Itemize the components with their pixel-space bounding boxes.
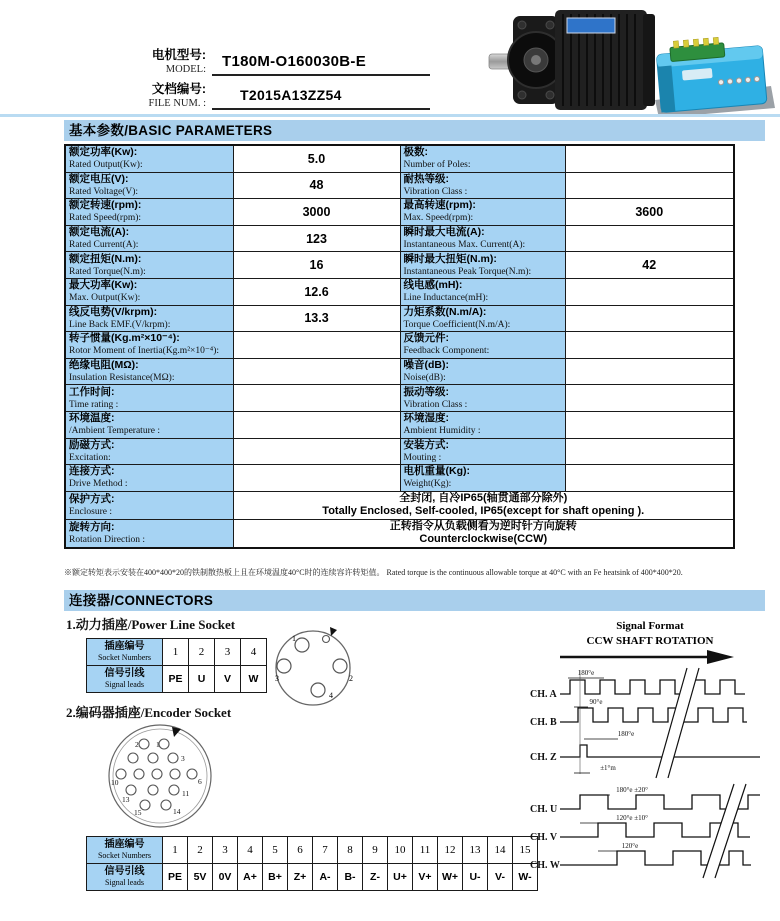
param-label-cn: 瞬时最大电流(A):: [403, 226, 485, 239]
param-label-en: Torque Coefficient(N.m/A):: [403, 319, 511, 330]
motor-label-sticker: [567, 18, 615, 33]
param-row: [65, 199, 734, 226]
connectors-band: 连接器/CONNECTORS: [64, 590, 765, 611]
param-label-cell: 旋转方向: Rotation Direction :: [65, 519, 233, 548]
param-label-cn: 安装方式:: [403, 438, 449, 451]
power-pin-label-2: 2: [349, 674, 353, 683]
basic-parameters-table: [64, 144, 735, 549]
power-pin-label-1: 1: [292, 634, 296, 643]
power-lead-cell: W: [241, 666, 267, 693]
param-label-cell: [65, 172, 233, 199]
param-label-cell: [400, 465, 565, 492]
power-leads-row: [87, 666, 267, 693]
encoder-pin-label-2: 2: [135, 740, 139, 749]
param-label-cell: [400, 225, 565, 252]
encoder-number-cell: 11: [413, 837, 438, 864]
enclosure-value-cell: 全封闭, 自冷IP65(轴贯通部分除外) Totally Enclosed, Self-cooled, IP65(except for shaft opening ).: [233, 491, 734, 519]
param-label-cn: 线反电势(V/krpm):: [69, 305, 158, 318]
param-value-cell: 5.0: [233, 145, 400, 172]
encoder-numbers-row: [87, 837, 538, 864]
param-label-cell: [400, 199, 565, 226]
encoder-number-cell: 14: [488, 837, 513, 864]
file-num-row: [88, 82, 430, 110]
channel-v-label: CH. V: [530, 832, 558, 843]
param-row-rotation: [65, 519, 734, 548]
param-value-cell: [565, 465, 734, 492]
param-label-en: Rated Torque(N.m):: [69, 266, 146, 277]
power-number-cell: 4: [241, 639, 267, 666]
param-value-cell: [565, 145, 734, 172]
param-value-cell: [565, 385, 734, 412]
param-label-en: Line Inductance(mH):: [403, 293, 489, 304]
encoder-number-cell: 15: [513, 837, 538, 864]
param-label-cn: 最大功率(Kw):: [69, 279, 138, 292]
param-label-cell: [65, 278, 233, 305]
param-label-en: Rated Voltage(V):: [69, 186, 139, 197]
param-label-cell: [400, 278, 565, 305]
encoder-pin-label-14: 14: [173, 807, 181, 816]
param-value-cell: [565, 305, 734, 332]
param-value-cell: [565, 172, 734, 199]
channel-u-label: CH. U: [530, 804, 558, 815]
rotation-arrowhead-icon: [707, 650, 734, 664]
encoder-lead-cell: 5V: [188, 864, 213, 891]
encoder-number-cell: 9: [363, 837, 388, 864]
encoder-lead-cell: PE: [163, 864, 188, 891]
key-arrow-icon: [330, 627, 337, 636]
param-row: [65, 225, 734, 252]
annotation-120e-w: 120°e: [621, 842, 639, 850]
socket-numbers-label: 插座编号 Socket Numbers: [87, 639, 163, 666]
param-value-cell: 48: [233, 172, 400, 199]
motor-controller-photo: [487, 4, 777, 116]
param-row: [65, 278, 734, 305]
param-label-en: Mouting :: [403, 452, 442, 463]
power-pin-label-3: 3: [275, 674, 279, 683]
signal-leads-label: 信号引线 Signal leads: [87, 666, 163, 693]
param-row-enclosure: [65, 491, 734, 519]
encoder-pin-label-1: 1: [156, 740, 160, 749]
file-value: T2015A13ZZ54: [240, 87, 342, 103]
param-label-cell: [65, 465, 233, 492]
channel-b-label: CH. B: [530, 717, 557, 728]
encoder-lead-cell: Z+: [288, 864, 313, 891]
param-label-cell: [65, 358, 233, 385]
param-label-cell: [400, 358, 565, 385]
param-label-en: Vibration Class :: [403, 186, 468, 197]
channel-w-label: CH. W: [530, 860, 560, 871]
param-label-cn: 电机重量(Kg):: [403, 465, 470, 478]
power-lead-cell: U: [189, 666, 215, 693]
power-number-cell: 3: [215, 639, 241, 666]
param-row: [65, 172, 734, 199]
waveform-channel-z: [560, 745, 760, 757]
param-label-cn: 振动等级:: [403, 385, 449, 398]
param-value-cell: [233, 438, 400, 465]
param-row: [65, 385, 734, 412]
encoder-lead-cell: 0V: [213, 864, 238, 891]
divider-rule: [0, 114, 780, 117]
param-label-cell: [65, 199, 233, 226]
model-row: [88, 48, 430, 76]
param-value-cell: [565, 278, 734, 305]
param-label-en: Rated Output(Kw):: [69, 160, 143, 171]
encoder-lead-cell: B-: [338, 864, 363, 891]
encoder-number-cell: 7: [313, 837, 338, 864]
param-row: [65, 145, 734, 172]
signal-format-title: Signal Format: [616, 620, 684, 632]
encoder-number-cell: 3: [213, 837, 238, 864]
param-value-cell: [565, 438, 734, 465]
param-label-en: Insulation Resistance(MΩ):: [69, 373, 175, 384]
param-label-cn: 额定功率(Kw):: [69, 146, 138, 159]
encoder-number-cell: 13: [463, 837, 488, 864]
param-label-cn: 极数:: [403, 146, 428, 159]
power-pin-label-4: 4: [329, 691, 333, 700]
param-value-cell: [565, 358, 734, 385]
param-label-cn: 环境温度:: [69, 412, 115, 425]
encoder-pin-label-15: 15: [134, 808, 142, 817]
param-label-cn: 额定扭矩(N.m):: [69, 252, 142, 265]
param-label-cell: [400, 305, 565, 332]
param-value-cell: 123: [233, 225, 400, 252]
encoder-lead-cell: V+: [413, 864, 438, 891]
param-value-cell: [233, 332, 400, 359]
encoder-pin-label-6: 6: [198, 777, 202, 786]
param-label-cell: [65, 411, 233, 438]
param-label-en: Rated Speed(rpm):: [69, 213, 142, 224]
encoder-number-cell: 8: [338, 837, 363, 864]
model-label-en: MODEL:: [165, 64, 206, 75]
param-label-en: Vibration Class :: [403, 399, 468, 410]
encoder-lead-cell: W+: [438, 864, 463, 891]
encoder-number-cell: 12: [438, 837, 463, 864]
param-label-en: /Ambient Temperature :: [69, 426, 160, 437]
param-label-cn: 线电感(mH):: [403, 279, 463, 292]
encoder-leads-row: [87, 864, 538, 891]
encoder-socket-table: [86, 836, 538, 891]
param-label-en: Number of Poles:: [403, 160, 471, 171]
power-number-cell: 2: [189, 639, 215, 666]
param-label-en: Max. Output(Kw):: [69, 293, 141, 304]
param-row: [65, 332, 734, 359]
param-label-en: Instantaneous Max. Current(A):: [403, 240, 526, 251]
param-label-en: Ambient Humidity :: [403, 426, 481, 437]
encoder-lead-cell: V-: [488, 864, 513, 891]
file-label-en: FILE NUM. :: [148, 98, 206, 109]
encoder-pin-label-11: 11: [182, 789, 190, 798]
param-value-cell: 42: [565, 252, 734, 279]
param-value-cell: 12.6: [233, 278, 400, 305]
encoder-lead-cell: U+: [388, 864, 413, 891]
param-label-cell: [400, 172, 565, 199]
annotation-120e-v: 120°e ±10°: [616, 814, 648, 822]
param-label-cn: 工作时间:: [69, 385, 115, 398]
param-label-en: Rotor Moment of Inertia(Kg.m²×10⁻⁴):: [69, 346, 220, 357]
param-label-cell: [65, 225, 233, 252]
param-row: [65, 465, 734, 492]
encoder-number-cell: 10: [388, 837, 413, 864]
param-label-cn: 转子惯量(Kg.m²×10⁻⁴):: [69, 332, 180, 345]
encoder-lead-cell: B+: [263, 864, 288, 891]
param-row: [65, 305, 734, 332]
param-value-cell: 16: [233, 252, 400, 279]
param-label-en: Rated Current(A):: [69, 240, 139, 251]
param-label-cell: [65, 332, 233, 359]
param-label-en: Excitation:: [69, 452, 111, 463]
param-label-cell: [65, 305, 233, 332]
param-label-cn: 力矩系数(N.m/A):: [403, 305, 487, 318]
socket-numbers-label: 插座编号 Socket Numbers: [87, 837, 163, 864]
power-socket-diagram: [266, 626, 366, 710]
power-numbers-row: [87, 639, 267, 666]
encoder-pin-label-3: 3: [181, 754, 185, 763]
param-label-cell: 保护方式: Enclosure :: [65, 491, 233, 519]
param-row: [65, 358, 734, 385]
encoder-lead-cell: A-: [313, 864, 338, 891]
encoder-lead-cell: A+: [238, 864, 263, 891]
param-value-cell: 3600: [565, 199, 734, 226]
annotation-180e-b: 180°e: [617, 730, 635, 738]
power-socket-table: [86, 638, 267, 693]
encoder-number-cell: 6: [288, 837, 313, 864]
param-row: [65, 252, 734, 279]
param-label-cell: [400, 411, 565, 438]
param-label-cell: [65, 385, 233, 412]
param-value-cell: 3000: [233, 199, 400, 226]
param-value-cell: [233, 358, 400, 385]
channel-a-label: CH. A: [530, 689, 557, 700]
param-label-en: Instantaneous Peak Torque(N.m):: [403, 266, 532, 277]
encoder-socket-heading: 2.编码器插座/Encoder Socket: [66, 705, 232, 720]
param-label-en: Feedback Component:: [403, 346, 490, 357]
model-value-box: [212, 48, 430, 76]
param-label-cn: 反馈元件:: [403, 332, 449, 345]
key-pin: [323, 636, 330, 643]
file-value-box: [212, 82, 430, 110]
param-row: [65, 411, 734, 438]
file-label-cn: 文档编号:: [151, 82, 206, 96]
param-value-cell: [565, 411, 734, 438]
param-label-cell: [400, 438, 565, 465]
param-label-en: Noise(dB):: [403, 373, 446, 384]
param-label-en: Weight(Kg):: [403, 479, 452, 490]
axis-break-upper: [656, 668, 699, 778]
signal-leads-label: 信号引线 Signal leads: [87, 864, 163, 891]
param-label-en: Time rating :: [69, 399, 119, 410]
encoder-socket-diagram: [100, 722, 220, 832]
rotation-value-cell: 正转指令从负载侧看为逆时针方向旋转 Counterclockwise(CCW): [233, 519, 734, 548]
param-label-cn: 瞬时最大扭矩(N.m):: [403, 252, 497, 265]
param-label-cell: [400, 145, 565, 172]
rated-torque-footnote: ※额定转矩表示安装在400*400*20的铁制散热板上且在环境温度40°C时的连续容许转矩值。 Rated torque is the continuous allowable torque at 40°C with an Fe heatsink of 400*400*20.: [64, 568, 683, 577]
annotation-180e-u: 180°e ±20°: [616, 786, 648, 794]
param-label-cn: 额定电流(A):: [69, 226, 130, 239]
annotation-1m-z: ±1°m: [600, 764, 616, 772]
model-value: T180M-O160030B-E: [222, 52, 367, 70]
power-lead-cell: V: [215, 666, 241, 693]
encoder-pin-label-10: 10: [111, 778, 119, 787]
power-number-cell: 1: [163, 639, 189, 666]
param-label-cn: 绝缘电阻(MΩ):: [69, 359, 139, 372]
encoder-lead-cell: Z-: [363, 864, 388, 891]
param-label-cn: 环境湿度:: [403, 412, 449, 425]
waveform-channel-b: [560, 708, 747, 722]
param-value-cell: [233, 385, 400, 412]
param-value-cell: [233, 411, 400, 438]
param-row: [65, 438, 734, 465]
model-label-cn: 电机型号:: [151, 48, 206, 62]
param-label-cell: [400, 332, 565, 359]
encoder-number-cell: 5: [263, 837, 288, 864]
param-value-cell: [565, 225, 734, 252]
param-label-cn: 最高转速(rpm):: [403, 199, 476, 212]
param-label-cn: 励磁方式:: [69, 438, 115, 451]
encoder-lead-cell: W-: [513, 864, 538, 891]
param-label-en: Line Back EMF.(V/krpm):: [69, 319, 171, 330]
param-label-cn: 额定转速(rpm):: [69, 199, 142, 212]
encoder-lead-cell: U-: [463, 864, 488, 891]
param-value-cell: 13.3: [233, 305, 400, 332]
annotation-180e-a: 180°e: [577, 669, 595, 677]
param-label-en: Drive Method :: [69, 479, 128, 490]
param-value-cell: [233, 465, 400, 492]
param-label-cell: [65, 438, 233, 465]
encoder-pin-label-13: 13: [122, 795, 130, 804]
signal-format-diagram: [522, 616, 778, 916]
ccw-rotation-title: CCW SHAFT ROTATION: [586, 635, 714, 647]
param-label-cell: [65, 252, 233, 279]
param-label-cell: [400, 385, 565, 412]
power-socket-heading: 1.动力插座/Power Line Socket: [66, 617, 236, 632]
param-label-cn: 耐热等级:: [403, 172, 449, 185]
basic-parameters-band: 基本参数/BASIC PARAMETERS: [64, 120, 765, 141]
param-label-cn: 连接方式:: [69, 465, 115, 478]
encoder-number-cell: 2: [188, 837, 213, 864]
param-label-en: Max. Speed(rpm):: [403, 213, 474, 224]
annotation-90e-b: 90°e: [589, 698, 603, 706]
waveform-channel-a: [560, 680, 745, 694]
param-value-cell: [565, 332, 734, 359]
power-lead-cell: PE: [163, 666, 189, 693]
encoder-number-cell: 4: [238, 837, 263, 864]
param-label-cn: 噪音(dB):: [403, 359, 449, 372]
param-label-cell: [400, 252, 565, 279]
param-label-cell: [65, 145, 233, 172]
encoder-number-cell: 1: [163, 837, 188, 864]
controller-box: [655, 34, 767, 113]
channel-z-label: CH. Z: [530, 752, 557, 763]
params-body: [65, 145, 734, 491]
param-label-cn: 额定电压(V):: [69, 172, 129, 185]
